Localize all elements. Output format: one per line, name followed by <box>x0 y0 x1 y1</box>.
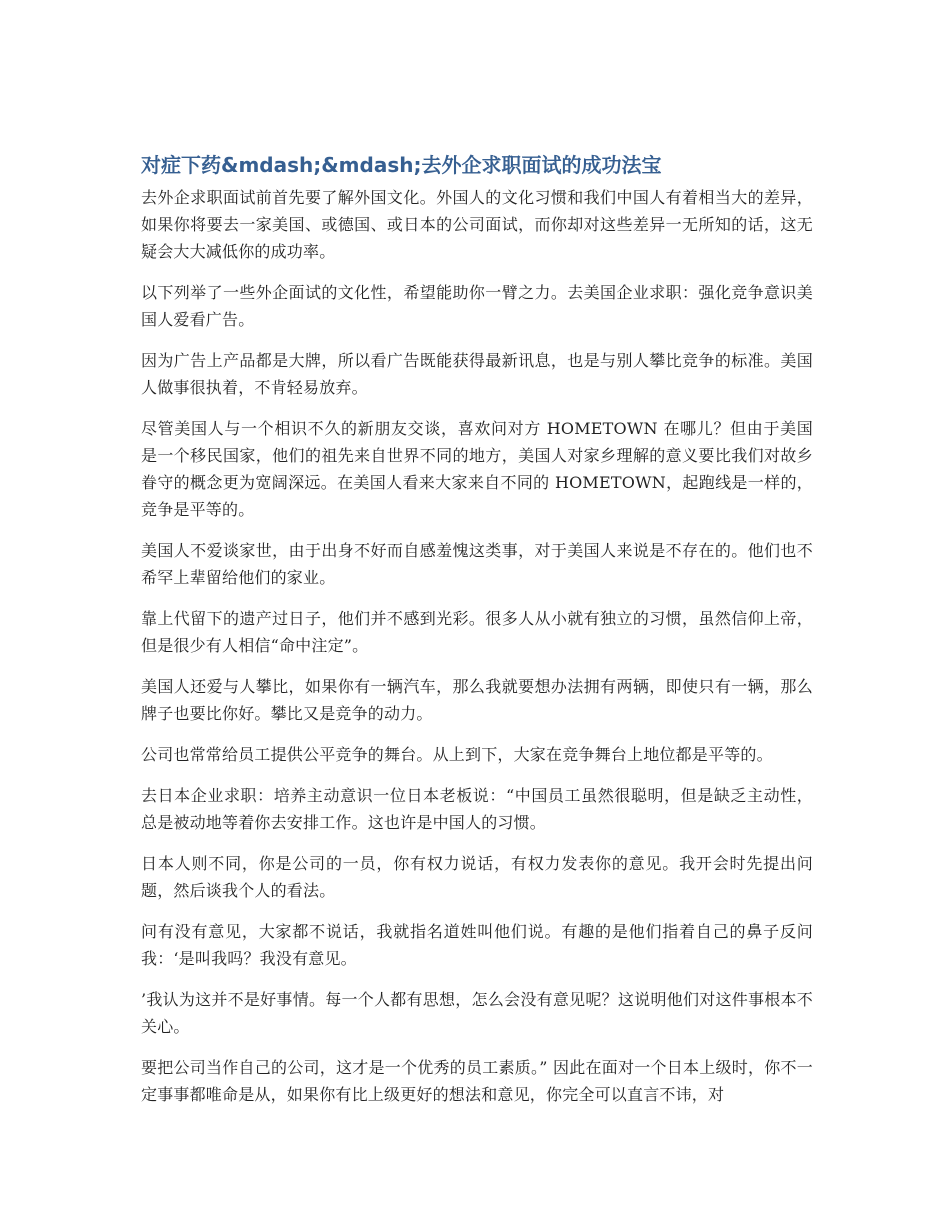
document-body <box>141 150 813 1122</box>
paragraph-9: 去日本企业求职：培养主动意识一位日本老板说：“中国员工虽然很聪明，但是缺乏主动性，总是被动地等着你去安排工作。这也许是中国人的习惯。 <box>141 786 813 832</box>
paragraph-8: 公司也常常给员工提供公平竞争的舞台。从上到下，大家在竞争舞台上地位都是平等的。 <box>141 745 773 764</box>
paragraph-3: 因为广告上产品都是大牌，所以看广告既能获得最新讯息，也是与别人攀比竞争的标准。美国人做事很执着，不肯轻易放弃。 <box>141 351 813 397</box>
paragraph-2: 以下列举了一些外企面试的文化性，希望能助你一臂之力。去美国企业求职：强化竞争意识美国人爱看广告。 <box>141 283 813 329</box>
paragraph-6: 靠上代留下的遗产过日子，他们并不感到光彩。很多人从小就有独立的习惯，虽然信仰上帝，但是很少有人相信“命中注定”。 <box>141 609 813 655</box>
paragraph-5: 美国人不爱谈家世，由于出身不好而自感羞愧这类事，对于美国人来说是不存在的。他们也不希罕上辈留给他们的家业。 <box>141 541 813 587</box>
paragraph-10: 日本人则不同，你是公司的一员，你有权力说话，有权力发表你的意见。我开会时先提出问题，然后谈我个人的看法。 <box>141 854 813 900</box>
paragraph-1: 去外企求职面试前首先要了解外国文化。外国人的文化习惯和我们中国人有着相当大的差异，如果你将要去一家美国、或德国、或日本的公司面试，而你却对这些差异一无所知的话，这无疑会大大减低你的成功率。 <box>141 188 813 261</box>
paragraph-12: ’我认为这并不是好事情。每一个人都有思想，怎么会没有意见呢？这说明他们对这件事根本不关心。 <box>141 990 813 1036</box>
paragraph-13: 要把公司当作自己的公司，这才是一个优秀的员工素质。” 因此在面对一个日本上级时，你不一定事事都唯命是从，如果你有比上级更好的想法和意见，你完全可以直言不讳，对 <box>141 1058 813 1104</box>
paragraph-7: 美国人还爱与人攀比，如果你有一辆汽车，那么我就要想办法拥有两辆，即使只有一辆，那么牌子也要比你好。攀比又是竞争的动力。 <box>141 677 813 723</box>
paragraph-4: 尽管美国人与一个相识不久的新朋友交谈，喜欢问对方 HOMETOWN 在哪儿？但由于美国是一个移民国家，他们的祖先来自世界不同的地方，美国人对家乡理解的意义要比我们对故乡眷守的概念更为宽阔深远。在美国人看来大家来自不同的 HOMETOWN，起跑线是一样的，竞争是平等的。 <box>141 419 813 519</box>
paragraph-11: 问有没有意见，大家都不说话，我就指名道姓叫他们说。有趣的是他们指着自己的鼻子反问我：‘是叫我吗？我没有意见。 <box>141 922 813 968</box>
document-title: 对症下药&mdash;&mdash;去外企求职面试的成功法宝 <box>141 153 662 177</box>
